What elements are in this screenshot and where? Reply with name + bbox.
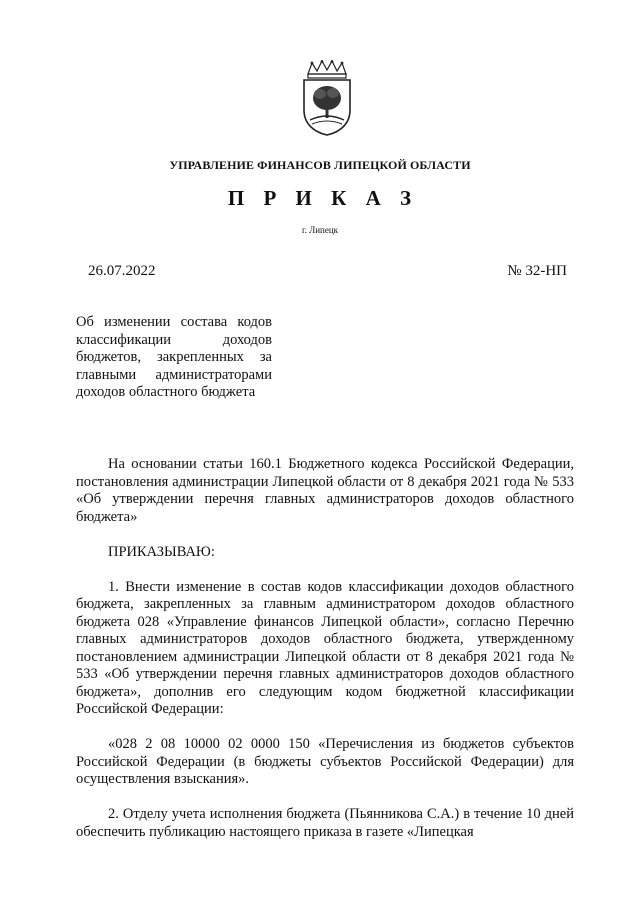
intro-paragraph: На основании статьи 160.1 Бюджетного кодекса Российской Федерации, постановления администрации Липецкой области от 8 декабря 2021 года № 533 «Об утверждении перечня главных администраторов доходов областного бюджета» bbox=[76, 456, 574, 525]
order-word: ПРИКАЗЫВАЮ: bbox=[108, 543, 215, 560]
item-2-paragraph: 2. Отделу учета исполнения бюджета (Пьянникова С.А.) в течение 10 дней обеспечить публикацию настоящего приказа в газете «Липецкая bbox=[76, 806, 574, 840]
organization-name: УПРАВЛЕНИЕ ФИНАНСОВ ЛИПЕЦКОЙ ОБЛАСТИ bbox=[169, 158, 471, 172]
document-subject: Об изменении состава кодов классификации доходов бюджетов, закрепленных за главными администраторами доходов областного бюджета bbox=[76, 314, 272, 400]
code-line-paragraph: «028 2 08 10000 02 0000 150 «Перечисления из бюджетов субъектов Российской Федерации (в бюджеты субъектов Российской Федерации) для осуществления взыскания». bbox=[76, 736, 574, 787]
document-number: № 32-НП bbox=[507, 263, 567, 279]
city-label: г. Липецк bbox=[301, 225, 339, 235]
coat-of-arms-icon bbox=[300, 60, 354, 136]
document-date: 26.07.2022 bbox=[88, 263, 156, 279]
document-type-title: П Р И К А З bbox=[227, 186, 419, 210]
document-body bbox=[76, 456, 574, 841]
item-1-paragraph: 1. Внести изменение в состав кодов классификации доходов областного бюджета, закрепленных за главным администратором доходов областного бюджета 028 «Управление финансов Липецкой области», согласно Перечню главных администраторов доходов областного бюджета, утвержденному постановлением администрации Липецкой области от 8 декабря 2021 года № 533 «Об утверждении перечня главных администраторов доходов областного бюджета», дополнив его следующим кодом бюджетной классификации Российской Федерации: bbox=[76, 578, 574, 717]
